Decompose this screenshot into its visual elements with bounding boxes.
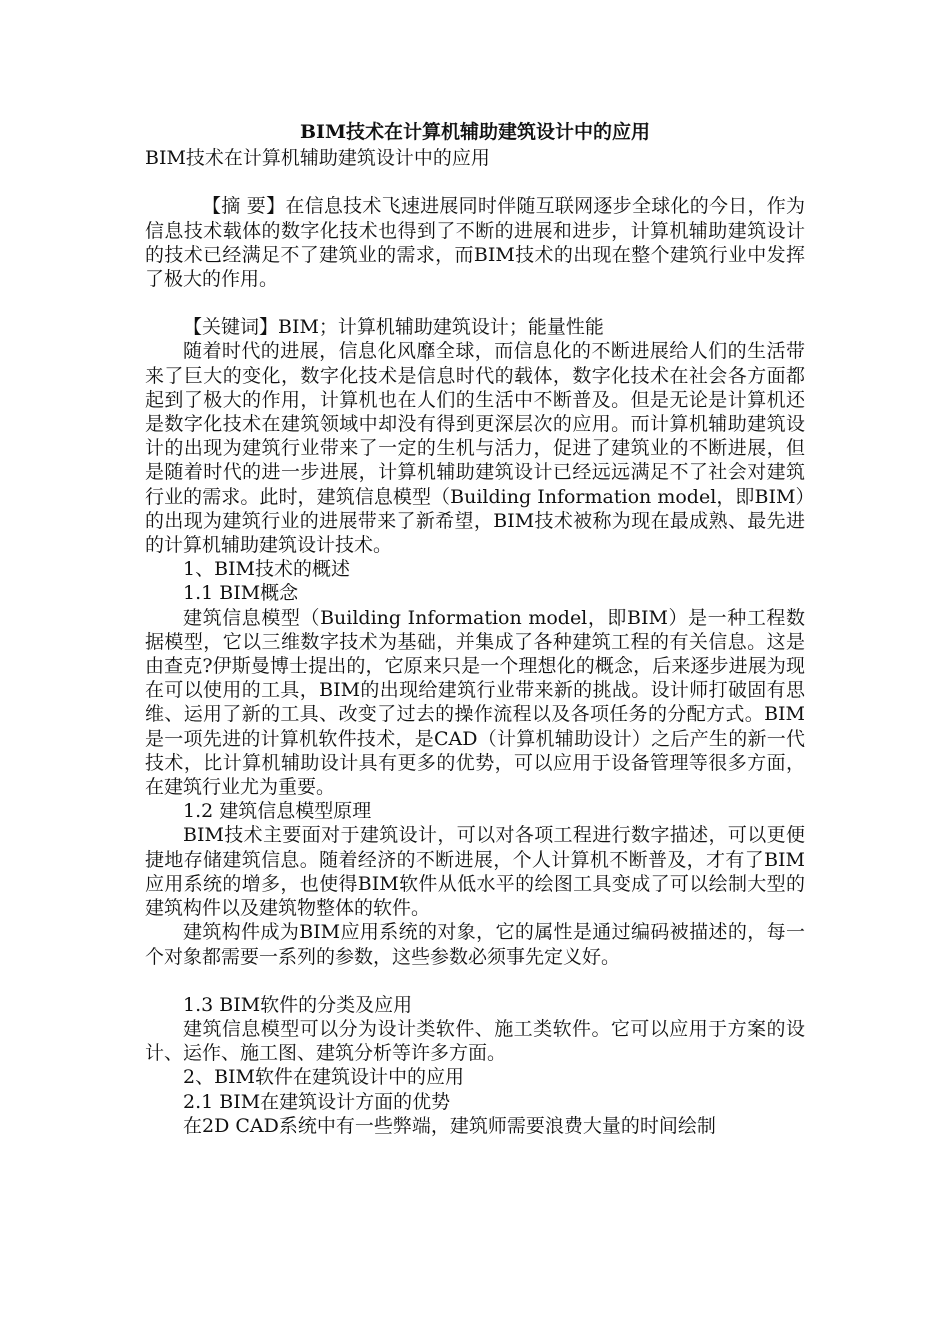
body-paragraph: 建筑构件成为BIM应用系统的对象，它的属性是通过编码被描述的，每一个对象都需要一系列的参数，这些参数必须事先定义好。 xyxy=(145,921,805,968)
spacer xyxy=(145,170,805,194)
body-paragraph: 随着时代的进展，信息化风靡全球，而信息化的不断进展给人们的生活带来了巨大的变化，数字化技术是信息时代的载体，数字化技术在社会各方面都起到了极大的作用，计算机也在人们的生活中不断普及。但是无论是计算机还是数字化技术在建筑领域中却没有得到更深层次的应用。而计算机辅助建筑设计的出现为建筑行业带来了一定的生机与活力，促进了建筑业的不断进展，但是随着时代的进一步进展，计算机辅助建筑设计已经远远满足不了社会对建筑行业的需求。此时，建筑信息模型（Building Information model，即BIM）的出现为建筑行业的进展带来了新希望，BIM技术被称为现在最成熟、最先进的计算机辅助建筑设计技术。 xyxy=(145,340,805,557)
body-paragraph: 建筑信息模型可以分为设计类软件、施工类软件。它可以应用于方案的设计、运作、施工图、建筑分析等许多方面。 xyxy=(145,1017,805,1065)
spacer xyxy=(145,969,805,993)
spacer xyxy=(145,291,805,315)
subsection-heading: 1.2 建筑信息模型原理 xyxy=(183,800,372,823)
document-subtitle: BIM技术在计算机辅助建筑设计中的应用 xyxy=(145,147,490,170)
subsection-heading: 1.3 BIM软件的分类及应用 xyxy=(183,993,413,1016)
abstract-paragraph: 【摘 要】在信息技术飞速进展同时伴随互联网逐步全球化的今日，作为信息技术载体的数字化技术也得到了不断的进展和进步，计算机辅助建筑设计的技术已经满足不了建筑业的需求，而BIM技术的出现在整个建筑行业中发挥了极大的作用。 xyxy=(145,195,805,291)
document-title: BIM技术在计算机辅助建筑设计中的应用 xyxy=(300,121,650,143)
keywords-line: 【关键词】BIM；计算机辅助建筑设计；能量性能 xyxy=(183,316,604,339)
subsection-heading: 1.1 BIM概念 xyxy=(183,582,299,605)
body-paragraph: BIM技术主要面对于建筑设计，可以对各项工程进行数字描述，可以更便捷地存储建筑信息。随着经济的不断进展，个人计算机不断普及，才有了BIM应用系统的增多，也使得BIM软件从低水平的绘图工具变成了可以绘制大型的建筑构件以及建筑物整体的软件。 xyxy=(145,824,805,920)
body-paragraph: 建筑信息模型（Building Information model，即BIM）是一种工程数据模型，它以三维数字技术为基础，并集成了各种建筑工程的有关信息。这是由查克?伊斯曼博士提出的，它原来只是一个理想化的概念，后来逐步进展为现在可以使用的工具，BIM的出现给建筑行业带来新的挑战。设计师打破固有思维、运用了新的工具、改变了过去的操作流程以及各项任务的分配方式。BIM是一项先进的计算机软件技术，是CAD（计算机辅助设计）之后产生的新一代技术，比计算机辅助设计具有更多的优势，可以应用于设备管理等很多方面，在建筑行业尤为重要。 xyxy=(145,606,805,799)
subsection-heading: 2.1 BIM在建筑设计方面的优势 xyxy=(183,1090,451,1113)
section-heading: 1、BIM技术的概述 xyxy=(183,558,351,581)
body-paragraph: 在2D CAD系统中有一些弊端，建筑师需要浪费大量的时间绘制 xyxy=(183,1114,716,1137)
document-page xyxy=(145,120,805,1138)
section-heading: 2、BIM软件在建筑设计中的应用 xyxy=(183,1066,465,1089)
